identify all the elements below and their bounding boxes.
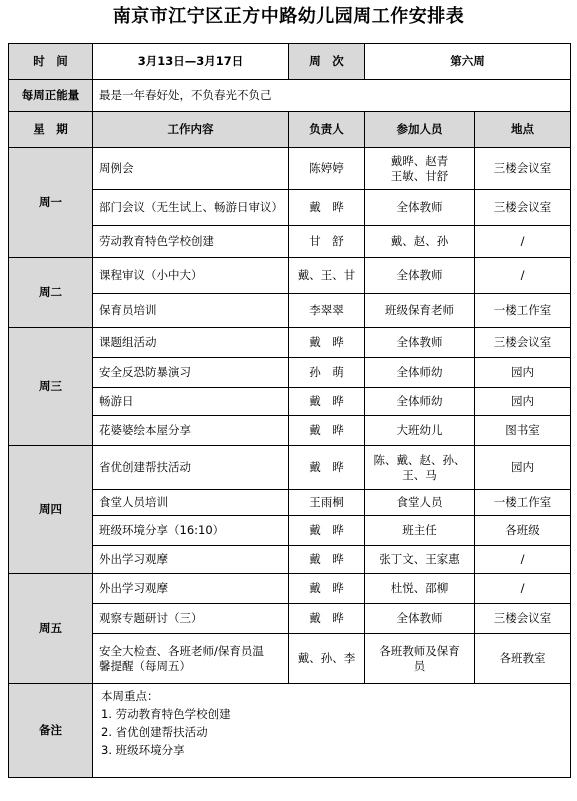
owner-cell: 戴 晔 [289, 328, 365, 358]
owner-cell: 甘 舒 [289, 226, 365, 258]
work-content-cell: 周例会 [93, 148, 289, 190]
schedule-row [9, 328, 571, 358]
schedule-row [9, 634, 571, 684]
work-content-cell: 保育员培训 [93, 294, 289, 328]
location-cell: / [475, 574, 571, 604]
participants-cell: 全体教师 [365, 604, 475, 634]
owner-cell: 戴 晔 [289, 574, 365, 604]
participants-cell: 食堂人员 [365, 490, 475, 516]
work-content-cell: 外出学习观摩 [93, 546, 289, 574]
schedule-row [9, 604, 571, 634]
participants-cell: 戴晔、赵青 王敏、甘舒 [365, 148, 475, 190]
time-label: 时 间 [9, 44, 93, 80]
schedule-row [9, 358, 571, 388]
schedule-row [9, 416, 571, 446]
schedule-row [9, 190, 571, 226]
location-cell: 园内 [475, 446, 571, 490]
owner-cell: 戴 晔 [289, 604, 365, 634]
owner-cell: 戴 晔 [289, 190, 365, 226]
participants-cell: 班主任 [365, 516, 475, 546]
owner-cell: 戴 晔 [289, 546, 365, 574]
energy-label: 每周正能量 [9, 80, 93, 112]
location-cell: 园内 [475, 388, 571, 416]
location-cell: 三楼会议室 [475, 148, 571, 190]
work-content-cell: 安全大检查、各班老师/保育员温 馨提醒（每周五） [93, 634, 289, 684]
notes-content [93, 684, 571, 778]
day-cell: 周一 [9, 148, 93, 258]
location-cell: 三楼会议室 [475, 604, 571, 634]
owner-cell: 戴、孙、李 [289, 634, 365, 684]
col-location: 地点 [475, 112, 571, 148]
participants-cell: 杜悦、邵柳 [365, 574, 475, 604]
schedule-table [8, 43, 571, 778]
owner-cell: 戴 晔 [289, 416, 365, 446]
owner-cell: 戴 晔 [289, 446, 365, 490]
week-value: 第六周 [365, 44, 571, 80]
participants-cell: 各班教师及保育 员 [365, 634, 475, 684]
owner-cell: 陈婷婷 [289, 148, 365, 190]
location-cell: / [475, 258, 571, 294]
owner-cell: 戴 晔 [289, 388, 365, 416]
participants-cell: 陈、戴、赵、孙、 王、马 [365, 446, 475, 490]
energy-text: 最是一年春好处，不负春光不负己 [93, 80, 571, 112]
week-label: 周 次 [289, 44, 365, 80]
schedule-row [9, 574, 571, 604]
column-header-row [9, 112, 571, 148]
work-content-cell: 班级环境分享（16:10） [93, 516, 289, 546]
schedule-body [9, 44, 571, 778]
work-content-cell: 观察专题研讨（三） [93, 604, 289, 634]
location-cell: 三楼会议室 [475, 190, 571, 226]
day-cell: 周五 [9, 574, 93, 684]
notes-item: 1. 劳动教育特色学校创建 [101, 707, 231, 721]
owner-cell: 孙 萌 [289, 358, 365, 388]
owner-cell: 李翠翠 [289, 294, 365, 328]
owner-cell: 戴 晔 [289, 516, 365, 546]
page-title: 南京市江宁区正方中路幼儿园周工作安排表 [112, 6, 465, 27]
participants-cell: 张丁文、王家惠 [365, 546, 475, 574]
owner-cell: 戴、王、甘 [289, 258, 365, 294]
header-row [9, 44, 571, 80]
work-content-cell: 课题组活动 [93, 328, 289, 358]
work-content-cell: 课程审议（小中大） [93, 258, 289, 294]
work-content-cell: 畅游日 [93, 388, 289, 416]
owner-cell: 王雨桐 [289, 490, 365, 516]
work-content-cell: 省优创建帮扶活动 [93, 446, 289, 490]
location-cell: 一楼工作室 [475, 294, 571, 328]
participants-cell: 班级保育老师 [365, 294, 475, 328]
location-cell: 园内 [475, 358, 571, 388]
location-cell: / [475, 226, 571, 258]
day-cell: 周三 [9, 328, 93, 446]
schedule-row [9, 226, 571, 258]
col-participants: 参加人员 [365, 112, 475, 148]
day-cell: 周四 [9, 446, 93, 574]
schedule-row [9, 490, 571, 516]
col-content: 工作内容 [93, 112, 289, 148]
work-content-cell: 食堂人员培训 [93, 490, 289, 516]
date-range: 3月13日—3月17日 [93, 44, 289, 80]
schedule-row [9, 446, 571, 490]
day-cell: 周二 [9, 258, 93, 328]
work-content-cell: 安全反恐防暴演习 [93, 358, 289, 388]
col-day: 星 期 [9, 112, 93, 148]
location-cell: 三楼会议室 [475, 328, 571, 358]
location-cell: 各班级 [475, 516, 571, 546]
schedule-row [9, 516, 571, 546]
participants-cell: 全体教师 [365, 190, 475, 226]
work-content-cell: 外出学习观摩 [93, 574, 289, 604]
location-cell: 图书室 [475, 416, 571, 446]
participants-cell: 全体教师 [365, 258, 475, 294]
work-content-cell: 花婆婆绘本屋分享 [93, 416, 289, 446]
schedule-row [9, 148, 571, 190]
notes-heading: 本周重点： [101, 689, 159, 703]
participants-cell: 大班幼儿 [365, 416, 475, 446]
schedule-row [9, 546, 571, 574]
location-cell: 各班教室 [475, 634, 571, 684]
participants-cell: 戴、赵、孙 [365, 226, 475, 258]
schedule-row [9, 258, 571, 294]
participants-cell: 全体教师 [365, 328, 475, 358]
notes-item: 2. 省优创建帮扶活动 [101, 725, 208, 739]
work-content-cell: 部门会议（无生试上、畅游日审议） [93, 190, 289, 226]
work-content-cell: 劳动教育特色学校创建 [93, 226, 289, 258]
participants-cell: 全体师幼 [365, 388, 475, 416]
schedule-row [9, 388, 571, 416]
energy-row [9, 80, 571, 112]
notes-row [9, 684, 571, 778]
location-cell: / [475, 546, 571, 574]
notes-item: 3. 班级环境分享 [101, 743, 185, 757]
notes-label: 备注 [9, 684, 93, 778]
location-cell: 一楼工作室 [475, 490, 571, 516]
col-owner: 负责人 [289, 112, 365, 148]
participants-cell: 全体师幼 [365, 358, 475, 388]
schedule-row [9, 294, 571, 328]
